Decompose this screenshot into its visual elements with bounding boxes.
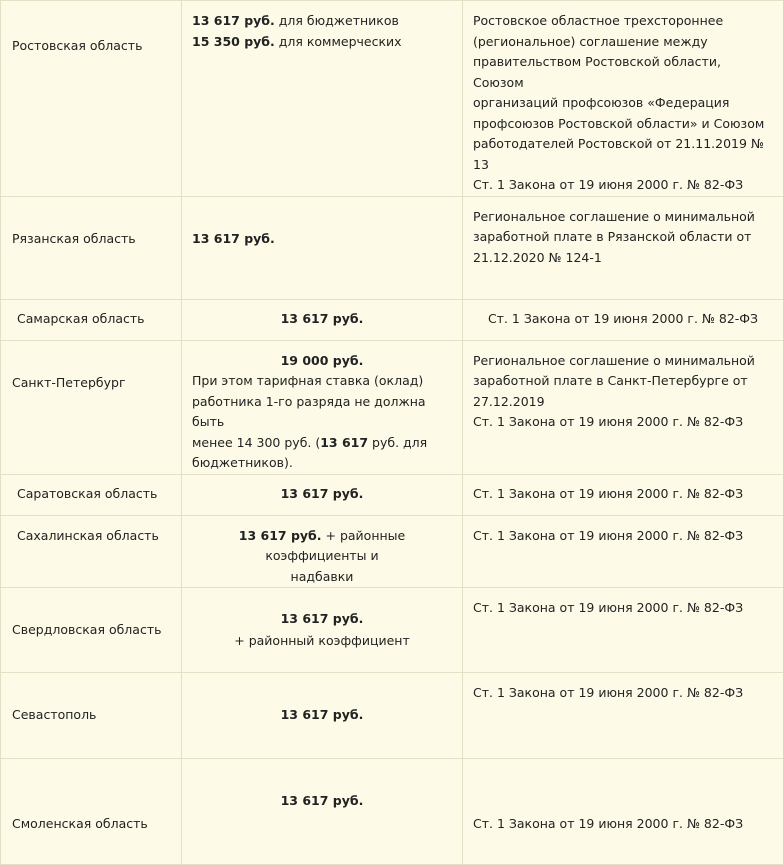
basis-line: Региональное соглашение о минимальной xyxy=(473,207,773,228)
wage-qualifier: надбавки xyxy=(192,567,452,588)
basis-line: профсоюзов Ростовской области» и Союзом xyxy=(473,114,773,135)
basis-line: 21.12.2020 № 124-1 xyxy=(473,248,773,269)
basis-line: Ростовское областное трехстороннее xyxy=(473,11,773,32)
wage-qualifier: + районные коэффициенты и xyxy=(265,528,405,564)
legal-basis-cell: Ст. 1 Закона от 19 июня 2000 г. № 82-ФЗ xyxy=(463,474,783,515)
table-row xyxy=(1,1,783,197)
wage-cell xyxy=(182,588,463,673)
region-cell: Самарская область xyxy=(1,299,182,340)
wage-amount: 13 617 руб. xyxy=(281,793,364,808)
region-cell: Севастополь xyxy=(1,673,182,759)
region-cell: Саратовская область xyxy=(1,474,182,515)
wage-cell xyxy=(182,515,463,588)
basis-line: заработной плате в Рязанской области от xyxy=(473,227,773,248)
wage-amount: 19 000 руб. xyxy=(192,351,452,372)
region-cell: Ростовская область xyxy=(1,1,182,197)
legal-basis-cell: Ст. 1 Закона от 19 июня 2000 г. № 82-ФЗ xyxy=(463,588,783,673)
table-row xyxy=(1,515,783,588)
wage-cell xyxy=(182,759,463,865)
region-cell: Смоленская область xyxy=(1,759,182,865)
legal-basis-cell: Ст. 1 Закона от 19 июня 2000 г. № 82-ФЗ xyxy=(463,299,783,340)
basis-line: организаций профсоюзов «Федерация xyxy=(473,93,773,114)
wage-amount: 13 617 руб. xyxy=(239,528,322,543)
basis-line: работодателей Ростовской от 21.11.2019 № 13 xyxy=(473,134,773,175)
region-cell: Санкт-Петербург xyxy=(1,340,182,474)
region-cell: Сахалинская область xyxy=(1,515,182,588)
legal-basis-cell: Ст. 1 Закона от 19 июня 2000 г. № 82-ФЗ xyxy=(463,759,783,865)
wage-cell xyxy=(182,196,463,299)
region-cell: Рязанская область xyxy=(1,196,182,299)
wage-cell xyxy=(182,340,463,474)
basis-line: Региональное соглашение о минимальной xyxy=(473,351,773,372)
basis-line: 27.12.2019 xyxy=(473,392,773,413)
table-row xyxy=(1,588,783,673)
table-row xyxy=(1,474,783,515)
wage-qualifier: для коммерческих xyxy=(275,34,402,49)
wage-qualifier: + районный коэффициент xyxy=(192,631,452,652)
wage-qualifier: для бюджетников xyxy=(275,13,399,28)
wage-amount: 13 617 руб. xyxy=(192,13,275,28)
wage-cell xyxy=(182,673,463,759)
wage-amount: 13 617 руб. xyxy=(192,609,452,630)
legal-basis-cell xyxy=(463,340,783,474)
basis-line: Ст. 1 Закона от 19 июня 2000 г. № 82-ФЗ xyxy=(473,412,773,433)
basis-line: (региональное) соглашение между xyxy=(473,32,773,53)
wage-amount: 15 350 руб. xyxy=(192,34,275,49)
wage-cell xyxy=(182,1,463,197)
table-row xyxy=(1,299,783,340)
table-row xyxy=(1,340,783,474)
table-row xyxy=(1,673,783,759)
table-row xyxy=(1,759,783,865)
wage-note-line: работника 1-го разряда не должна быть xyxy=(192,392,452,433)
wage-amount: 13 617 руб. xyxy=(281,486,364,501)
wage-amount: 13 617 руб. xyxy=(281,311,364,326)
legal-basis-cell xyxy=(463,1,783,197)
wage-note-line: бюджетников). xyxy=(192,453,452,474)
table-row xyxy=(1,196,783,299)
wage-cell xyxy=(182,474,463,515)
wage-note-line: менее 14 300 руб. (13 617 руб. для xyxy=(192,433,452,454)
legal-basis-cell xyxy=(463,196,783,299)
legal-basis-cell: Ст. 1 Закона от 19 июня 2000 г. № 82-ФЗ xyxy=(463,673,783,759)
basis-line: заработной плате в Санкт-Петербурге от xyxy=(473,371,773,392)
basis-line: Ст. 1 Закона от 19 июня 2000 г. № 82-ФЗ xyxy=(473,175,773,196)
wage-amount: 13 617 руб. xyxy=(281,707,364,722)
wage-cell xyxy=(182,299,463,340)
wage-amount: 13 617 руб. xyxy=(192,231,275,246)
legal-basis-cell: Ст. 1 Закона от 19 июня 2000 г. № 82-ФЗ xyxy=(463,515,783,588)
basis-line: правительством Ростовской области, Союзом xyxy=(473,52,773,93)
region-cell: Свердловская область xyxy=(1,588,182,673)
wage-note-line: При этом тарифная ставка (оклад) xyxy=(192,371,452,392)
